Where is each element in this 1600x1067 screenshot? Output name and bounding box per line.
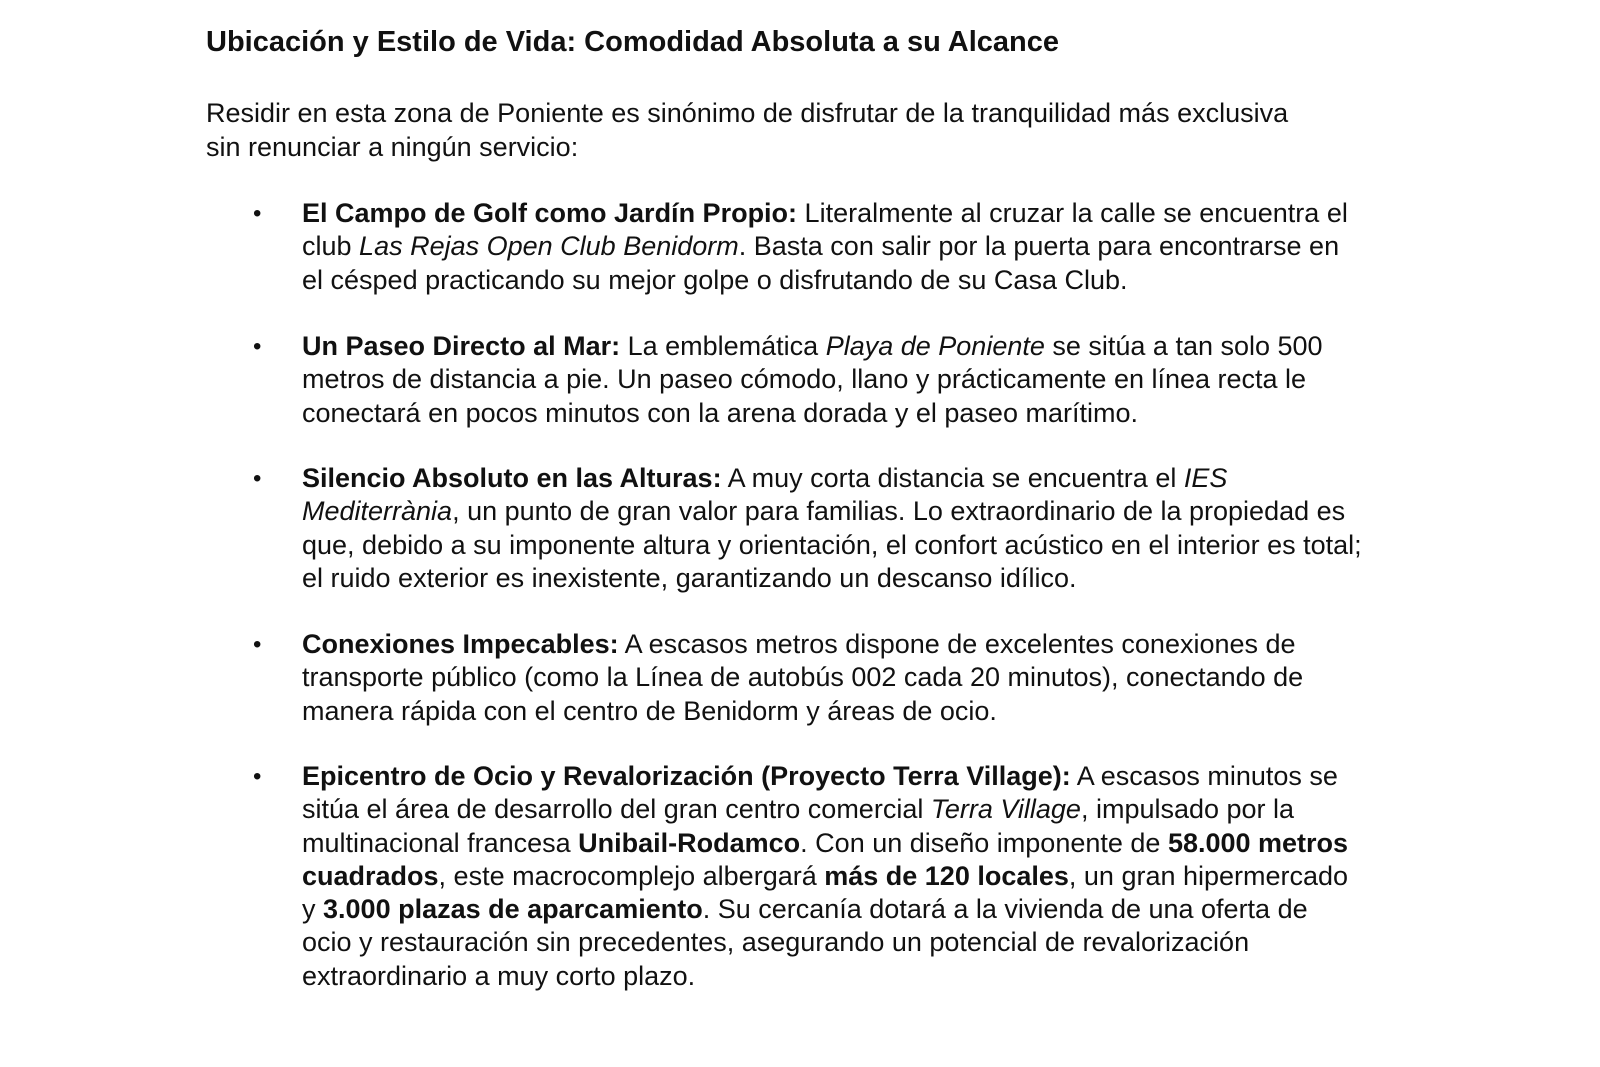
item-strong: 58.000 metros cuadrados: [302, 827, 1349, 891]
list-item-text: [302, 197, 1362, 297]
item-text: A escasos metros dispone de excelentes conexiones de transporte público (como la Línea de autobús 002 cada 20 minutos), conectando de manera rápida con el centro de Benidorm y áreas de ocio.: [302, 629, 1304, 726]
item-title: Silencio Absoluto en las Alturas:: [302, 463, 722, 493]
section-heading: Ubicación y Estilo de Vida: Comodidad Absoluta a su Alcance: [206, 26, 1059, 58]
item-text: . Basta con salir por la puerta para encontrarse en el césped practicando su mejor golpe o disfrutando de su Casa Club.: [302, 231, 1340, 295]
item-text: , este macrocomplejo albergará: [438, 860, 825, 891]
item-title: Un Paseo Directo al Mar:: [302, 331, 621, 361]
bullet-icon: •: [253, 763, 262, 790]
item-title: Epicentro de Ocio y Revalorización (Proyecto Terra Village):: [302, 761, 1071, 791]
item-text: . Con un diseño imponente de: [800, 827, 1168, 858]
item-text: , impulsado por la multinacional francesa: [302, 794, 1295, 858]
item-emphasis: Playa de Poniente: [825, 331, 1045, 361]
item-text: Literalmente al cruzar la calle se encuentra el club: [302, 198, 1348, 262]
list-item-text: [302, 760, 1362, 993]
list-item-text: [302, 462, 1362, 595]
item-text: A escasos minutos se sitúa el área de desarrollo del gran centro comercial: [302, 761, 1338, 825]
item-emphasis: IES Mediterrània: [302, 463, 1228, 527]
item-strong: más de 120 locales: [824, 860, 1069, 891]
item-text: A muy corta distancia se encuentra el: [721, 463, 1184, 493]
item-emphasis: Las Rejas Open Club Benidorm: [359, 231, 739, 262]
bullet-icon: •: [253, 200, 262, 227]
item-emphasis: Terra Village: [930, 794, 1081, 825]
item-title: Conexiones Impecables:: [302, 629, 619, 659]
item-text: . Su cercanía dotará a la vivienda de una oferta de ocio y restauración sin precedentes, asegurando un potencial de revalorización extraordinario a muy corto plazo.: [302, 894, 1308, 991]
item-strong: Unibail-Rodamco: [578, 827, 801, 858]
intro-paragraph: Residir en esta zona de Poniente es sinónimo de disfrutar de la tranquilidad más exclusiva sin renunciar a ningún servicio:: [206, 98, 1289, 162]
bullet-icon: •: [253, 631, 262, 658]
item-text: se sitúa a tan solo 500 metros de distancia a pie. Un paseo cómodo, llano y prácticamente en línea recta le conectará en pocos minutos con la arena dorada y el paseo marítimo.: [302, 331, 1323, 428]
list-item-text: [302, 628, 1362, 728]
item-text: , un punto de gran valor para familias. Lo extraordinario de la propiedad es que, debido a su imponente altura y orientación, el confort acústico en el interior es total; el ruido exterior es inexistente, garantizando un descanso idílico.: [302, 496, 1362, 593]
item-text: La emblemática: [620, 331, 826, 361]
list-item-text: [302, 330, 1362, 430]
item-title: El Campo de Golf como Jardín Propio:: [302, 198, 798, 228]
bullet-icon: •: [253, 333, 262, 360]
bullet-icon: •: [253, 465, 262, 492]
item-text: , un gran hipermercado y: [302, 860, 1349, 925]
item-strong: 3.000 plazas de aparcamiento: [323, 894, 703, 925]
